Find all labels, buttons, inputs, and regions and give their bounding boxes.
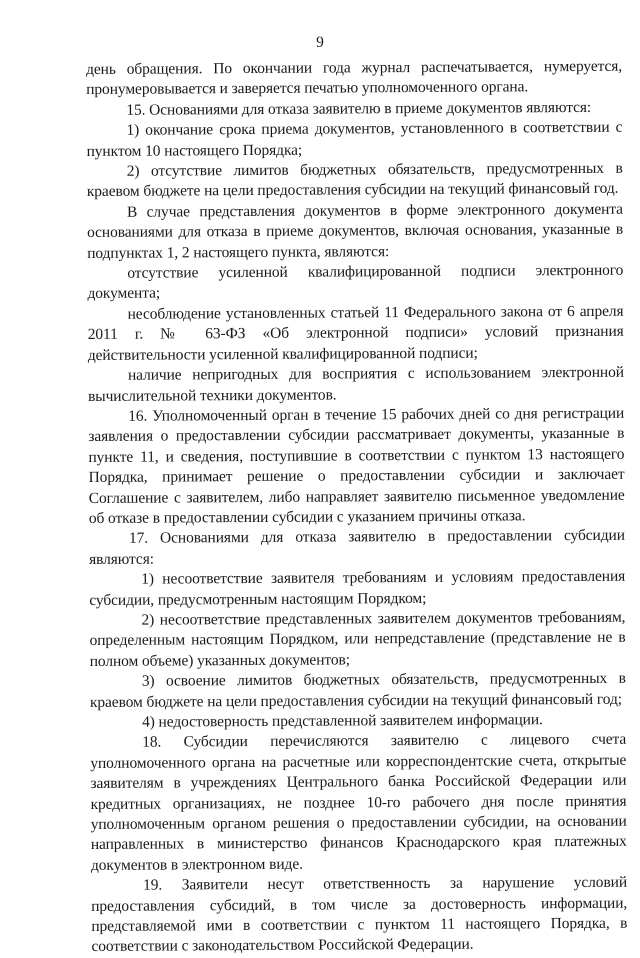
- paragraph-unreadable-documents: наличие непригодных для восприятия с использованием электронной вычислительной техники документов.: [88, 363, 624, 405]
- paragraph-continuation: день обращения. По окончании года журнал распечатывается, нумеруется, пронумеровывается и заверяется печатью уполномоченного органа.: [86, 57, 623, 99]
- paragraph-17-item-3: 3) освоение лимитов бюджетных обязательств, предусмотренных в краевом бюджете на цели предоставления субсидии на текущий финансовый год;: [89, 669, 626, 711]
- paragraph-16: 16. Уполномоченный орган в течение 15 рабочих дней со дня регистрации заявления о предоставлении субсидии рассматривает документы, указанные в пункте 11, и сведения, поступившие в соответствии с пунктом 13 настоящего Порядка, принимает решение о предоставлении субсидии и заключает Соглашение с заявителем, либо направляет заявителю письменное уведомление об отказе в предоставлении субсидии с указанием причины отказа.: [88, 404, 625, 527]
- paragraph-17-item-4: 4) недостоверность представленной заявителем информации.: [141, 711, 543, 731]
- paragraph-no-signature: отсутствие усиленной квалифицированной подписи электронного документа;: [87, 261, 624, 303]
- document-body: [86, 57, 627, 958]
- paragraph-electronic-document: В случае представления документов в форме электронного документа основаниями для отказа в приеме документов, включая основания, указанные в подпунктах 1, 2 настоящего пункта, являются:: [87, 200, 624, 262]
- paragraph-18: 18. Субсидии перечисляются заявителю с лицевого счета уполномоченного органа на расчетные или корреспондентские счета, открытые заявителям в учреждениях Центрального банка Российской Федерации или кредитных организациях, не позднее 10-го рабочего дня после принятия уполномоченным органом решения о предоставлении субсидии, на основании направленных в министерство финансов Краснодарского края платежных документов в электронном виде.: [90, 731, 627, 874]
- paragraph-15: 15. Основаниями для отказа заявителю в приеме документов являются:: [126, 98, 592, 119]
- paragraph-15-item-1: 1) окончание срока приема документов, установленного в соответствии с пунктом 10 настоящего Порядка;: [86, 118, 623, 160]
- paragraph-19: 19. Заявители несут ответственность за нарушение условий предоставления субсидий, в том числе за достоверность информации, представляемой ими в соответствии с пунктом 11 настоящего Порядка, в соответствии с законодательством Российской Федерации.: [91, 873, 628, 956]
- paragraph-17-item-2: 2) несоответствие представленных заявителем документов требованиям, определенным настоящим Порядком, или непредставление (представление не в полном объеме) указанных документов;: [89, 608, 626, 670]
- paragraph-noncompliance: несоблюдение установленных статьей 11 Федерального закона от 6 апреля 2011 г. № 63-ФЗ «Об электронной подписи» условий признания действительности усиленной квалифицированной подписи;: [87, 302, 624, 364]
- paragraph-15-item-2: 2) отсутствие лимитов бюджетных обязательств, предусмотренных в краевом бюджете на цели предоставления субсидии на текущий финансовый год.: [86, 159, 623, 201]
- paragraph-17: 17. Основаниями для отказа заявителю в предоставлении субсидии являются:: [88, 527, 625, 568]
- page-number: 9: [316, 34, 324, 51]
- paragraph-17-item-1: 1) несоответствие заявителя требованиям и условиям предоставления субсидии, предусмотренным настоящим Порядком;: [89, 567, 626, 609]
